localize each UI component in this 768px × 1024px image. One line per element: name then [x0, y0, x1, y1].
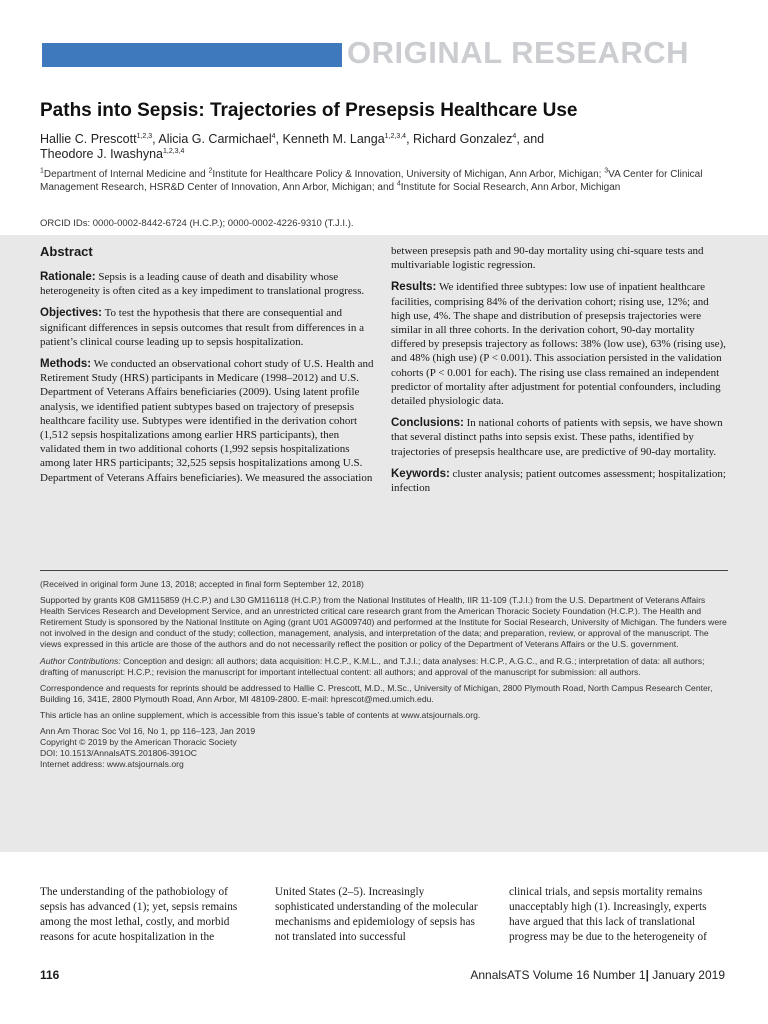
abstract-heading: Abstract — [40, 244, 93, 259]
abstract-keywords — [391, 467, 727, 495]
body-column-3: clinical trials, and sepsis mortality remains unacceptably high (1). Increasingly, experts have argued that this lack of translational progress may be due to the heterogeneity of — [509, 886, 707, 943]
doi: DOI: 10.1513/AnnalsATS.201806-391OC — [40, 748, 198, 759]
author-separator: , — [275, 132, 283, 146]
affiliation-sup: 2 — [208, 167, 213, 175]
author-name: Theodore J. Iwashyna — [40, 147, 163, 161]
citation: Ann Am Thorac Soc Vol 16, No 1, pp 116–123, Jan 2019 — [40, 726, 256, 737]
author-affil-sup: 4 — [271, 132, 276, 140]
affiliation-text: Institute for Social Research, Ann Arbor, Michigan — [400, 181, 621, 193]
author-name: Kenneth M. Langa — [282, 132, 385, 146]
author-name: Alicia G. Carmichael — [158, 132, 272, 146]
abstract-text: We conducted an observational cohort study of U.S. Health and Retirement Study (HRS) participants in Medicare (1998–2012) and U.S. Department of Veterans Affairs beneficiaries (2009). Using latent profile analysis, we identified patient subtypes based on trajectory of presepsis healthcare facility use. Subtypes were identified in the derivation cohort (1,512 sepsis hospitalizations among earlier HRS participants), then validated them in two additional cohorts (1,992 sepsis hospitalizations among later HRS participants; 32,525 sepsis hospitalizations among U.S. Department of Veterans Affairs beneficiaries). We measured the association — [40, 358, 374, 484]
affiliation-sup: 4 — [396, 180, 401, 188]
affiliation-sup: 1 — [40, 167, 44, 175]
footer-separator: | — [645, 968, 649, 982]
author-affil-sup: 1,2,3,4 — [384, 132, 407, 140]
journal-footer — [470, 968, 725, 982]
author-affil-sup: 4 — [512, 132, 517, 140]
author-separator: , — [152, 132, 159, 146]
contributions-label: Author Contributions: — [40, 655, 121, 666]
abstract-results — [391, 280, 727, 408]
abstract-label: Methods: — [40, 358, 92, 371]
author-affil-sup: 1,2,3,4 — [163, 147, 185, 155]
abstract-text: In national cohorts of patients with sepsis, we have shown that several distinct paths into sepsis exist. These paths, identified by trajectories of presepsis healthcare use, are predictive of 90-day mortality. — [391, 417, 723, 458]
author-separator: , — [406, 132, 414, 146]
author-name: Richard Gonzalez — [413, 132, 513, 146]
author-affil-sup: 1,2,3 — [136, 132, 153, 140]
correspondence: Correspondence and requests for reprints should be addressed to Hallie C. Prescott, M.D., M.Sc., University of Michigan, 2800 Plymouth Road, North Campus Research Center, Building 16, 341E, 2800 Plymouth Road, Ann Arbor, MI 48109-2800. E-mail: hprescot@med.umich.edu. — [40, 682, 713, 704]
received-dates: (Received in original form June 13, 2018; accepted in final form September 12, 2018) — [40, 579, 364, 589]
journal-issue: AnnalsATS Volume 16 Number 1 — [470, 968, 646, 982]
author-separator: , and — [516, 132, 545, 146]
supplement-note: This article has an online supplement, which is accessible from this issue’s table of contents at www.atsjournals.org. — [40, 709, 481, 720]
issue-date: January 2019 — [652, 968, 725, 982]
abstract-column-right — [391, 244, 727, 503]
page-number: 116 — [40, 968, 60, 982]
affiliation-text: VA Center for Clinical Management Research, HSR&D Center of Innovation, Ann Arbor, Michigan; and — [40, 169, 703, 193]
abstract-label: Conclusions: — [391, 417, 464, 430]
header-banner-bar — [42, 43, 342, 67]
author-contributions — [40, 656, 732, 678]
abstract-conclusions — [391, 416, 727, 459]
abstract-label: Keywords: — [391, 467, 450, 480]
keywords-text: cluster analysis; patient outcomes assessment; hospitalization; infection — [391, 467, 726, 495]
article-title: Paths into Sepsis: Trajectories of Presepsis Healthcare Use — [40, 100, 578, 121]
abstract-objectives — [40, 306, 376, 349]
abstract-column-left — [40, 244, 376, 493]
body-column-2: United States (2–5). Increasingly sophisticated understanding of the molecular mechanisms and epidemiology of sepsis has not translated into successful — [275, 886, 478, 943]
affiliation-text: Department of Internal Medicine and — [43, 169, 209, 180]
abstract-methods — [40, 357, 376, 485]
affiliation-text: Institute for Healthcare Policy & Innovation, University of Michigan, Ann Arbor, Michigan; — [212, 169, 605, 180]
abstract-text: We identified three subtypes: low use of inpatient healthcare facilities, comprising 84% of the derivation cohort; rising use, 12%; and high use, 4%. The shape and distribution of presepsis trajectories were similar in all three cohorts. In the derivation cohort, 90-day mortality differed by presepsis trajectory as follows: 38% (low use), 63% (rising use), and 48% (high use) (P < 0.001). This association persisted in the validation cohorts (P < 0.001 for each). The rising use class remained an independent predictor of mortality after adjustment for potential confounders, including detailed physiologic data. — [391, 281, 726, 408]
notes-divider — [40, 570, 728, 571]
abstract-label: Results: — [391, 281, 437, 294]
affiliation-sup: 3 — [604, 167, 609, 175]
abstract-text: To test the hypothesis that there are consequential and significant differences in sepsis outcomes that result from differences in a patient’s clinical course leading up to sepsis hospitalization. — [40, 307, 364, 348]
citation-block — [40, 726, 732, 770]
internet-address: Internet address: www.atsjournals.org — [40, 759, 184, 770]
funding-statement: Supported by grants K08 GM115859 (H.C.P.) and L30 GM116118 (H.C.P.) from the National Institutes of Health, IIR 11-109 (T.J.I.) from the U.S. Department of Veterans Affairs Health Services Research and Development Service, and an unrestricted critical care research grant from the American Thoracic Society Foundation (H.C.P.). The Health and Retirement Study is sponsored by the National Institute on Aging (grant U01 AG009740) and performed at the Institute for Social Research, University of Michigan. The funders were not involved in the design and conduct of the study; collection, management, analysis, and interpretation of the data; and preparation, review, or approval of the manuscript. The views expressed in this article are those of the authors and do not necessarily reflect the position or policy of the Department of Veterans Affairs or the U.S. government. — [40, 595, 727, 650]
abstract-methods-continued: between presepsis path and 90-day mortality using chi-square tests and multivariable logistic regression. — [391, 245, 704, 272]
article-notes — [40, 579, 732, 775]
abstract-rationale — [40, 270, 376, 298]
author-list — [40, 132, 740, 162]
section-banner: ORIGINAL RESEARCH — [347, 35, 690, 70]
body-column-1: The understanding of the pathobiology of sepsis has advanced (1); yet, sepsis remains among the most lethal, costly, and morbid reasons for acute hospitalization in the — [40, 886, 238, 943]
abstract-text: Sepsis is a leading cause of death and disability whose heterogeneity is often cited as a key impediment to translational progress. — [40, 271, 365, 298]
contributions-text: Conception and design: all authors; data acquisition: H.C.P., K.M.L., and T.J.I.; data analyses: H.C.P., A.G.C., and R.G.; interpretation of data: all authors; drafting of manuscript: H.C.P.; revision the manuscript for important intellectual content: all authors; and approval of the manuscript for submission: all authors. — [40, 655, 705, 677]
orcid-ids: ORCID IDs: 0000-0002-8442-6724 (H.C.P.); 0000-0002-4226-9310 (T.J.I.). — [40, 218, 354, 229]
abstract-label: Rationale: — [40, 271, 96, 283]
copyright: Copyright © 2019 by the American Thoracic Society — [40, 737, 237, 748]
affiliations — [40, 169, 730, 194]
author-name: Hallie C. Prescott — [40, 132, 137, 146]
abstract-label: Objectives: — [40, 307, 102, 320]
